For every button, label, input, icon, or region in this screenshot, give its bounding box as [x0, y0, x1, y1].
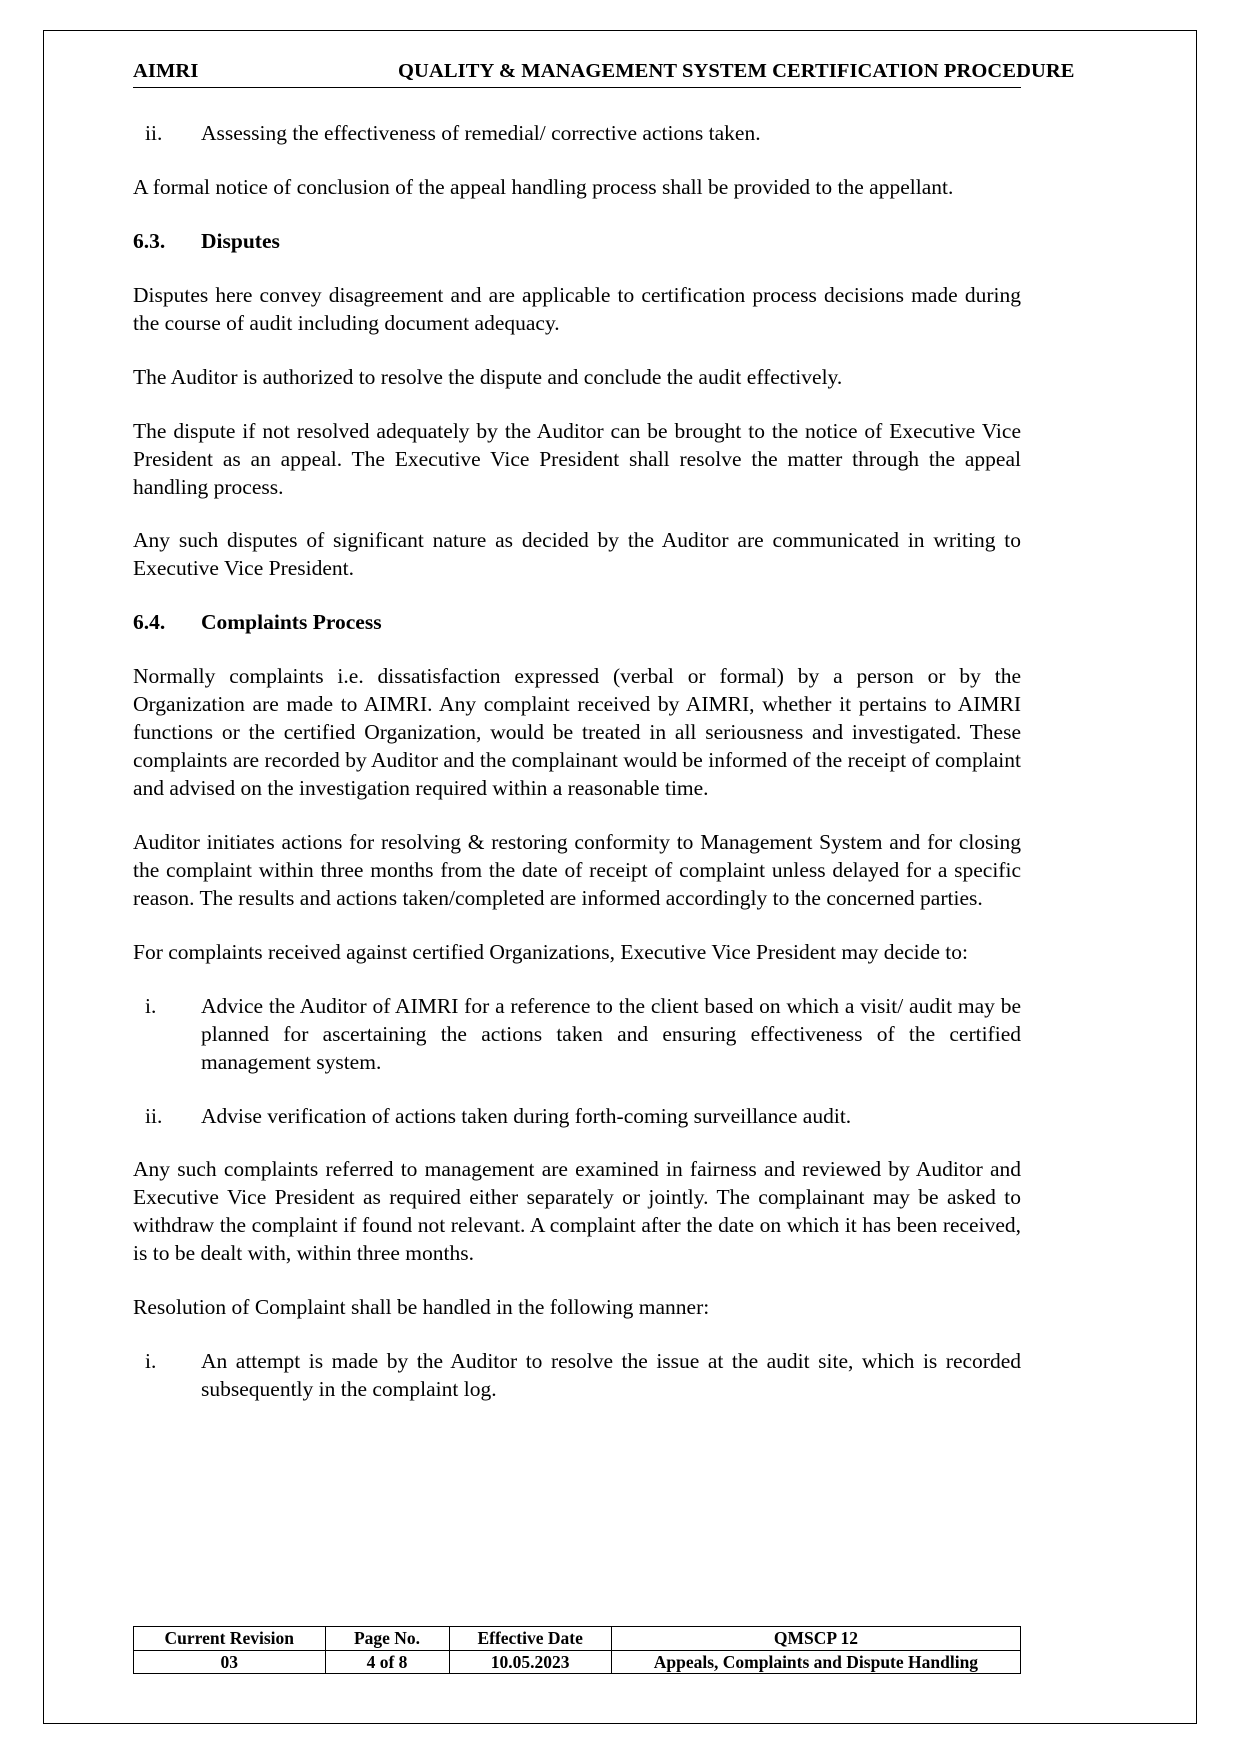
footer-doc-code: QMSCP 12 [611, 1627, 1020, 1651]
table-row [134, 1650, 1021, 1674]
complaints-paragraph-3: For complaints received against certified Organizations, Executive Vice President may decide to: [133, 939, 968, 964]
footer-label-page-no: Page No. [325, 1627, 449, 1651]
appeal-conclusion-paragraph: A formal notice of conclusion of the appeal handling process shall be provided to the appellant. [133, 174, 954, 199]
list-item-text: Assessing the effectiveness of remedial/ corrective actions taken. [201, 121, 761, 145]
list-item-text: An attempt is made by the Auditor to resolve the issue at the audit site, which is recorded subsequently in the complaint log. [201, 1349, 1021, 1402]
list-marker: i. [145, 1349, 157, 1374]
list-item [133, 1103, 1021, 1131]
list-marker: ii. [145, 121, 163, 145]
footer-value-current-revision: 03 [134, 1650, 326, 1674]
complaints-paragraph-5: Resolution of Complaint shall be handled in the following manner: [133, 1295, 710, 1320]
evp-decision-list [133, 993, 1021, 1131]
footer-label-current-revision: Current Revision [134, 1627, 326, 1651]
footer-label-effective-date: Effective Date [449, 1627, 611, 1651]
disputes-paragraph-2: The Auditor is authorized to resolve the dispute and conclude the audit effectively. [133, 364, 843, 389]
organization-name: AIMRI [133, 60, 199, 82]
disputes-paragraph-4: Any such disputes of significant nature as decided by the Auditor are communicated in writing to Executive Vice President. [133, 528, 1021, 581]
list-item [133, 1348, 1021, 1404]
section-number: 6.3. [133, 228, 166, 253]
page-content [133, 60, 1075, 1430]
section-title: Disputes [201, 228, 280, 253]
table-row [134, 1627, 1021, 1651]
list-marker: ii. [145, 1103, 163, 1128]
footer-value-effective-date: 10.05.2023 [449, 1650, 611, 1674]
footer-table [133, 1626, 1021, 1674]
resolution-list [133, 1348, 1021, 1404]
section-heading-6-4 [133, 609, 1021, 637]
complaints-paragraph-1: Normally complaints i.e. dissatisfaction expressed (verbal or formal) by a person or by the Organization are made to AIMRI. Any complaint received by AIMRI, whether it pertains to AIMRI functions or the certified Organization, would be treated in all seriousness and investigated. These complaints are recorded by Auditor and the complainant would be informed of the receipt of complaint and advised on the investigation required within a reasonable time. [133, 664, 1021, 800]
disputes-paragraph-3: The dispute if not resolved adequately by the Auditor can be brought to the notice of Executive Vice President as an appeal. The Executive Vice President shall resolve the matter through the appeal handling process. [133, 418, 1021, 499]
list-item-text: Advice the Auditor of AIMRI for a reference to the client based on which a visit/ audit may be planned for ascertaining the actions taken and ensuring effectiveness of the certified management system. [201, 993, 1021, 1074]
list-marker: i. [145, 993, 157, 1018]
list-item [133, 120, 1021, 148]
document-header [133, 60, 1075, 88]
section-number: 6.4. [133, 610, 166, 635]
list-item-text: Advise verification of actions taken during forth-coming surveillance audit. [201, 1103, 852, 1128]
appeal-effectiveness-list [133, 120, 1021, 148]
footer-value-page-no: 4 of 8 [325, 1650, 449, 1674]
footer-doc-title: Appeals, Complaints and Dispute Handling [611, 1650, 1020, 1674]
disputes-paragraph-1: Disputes here convey disagreement and are applicable to certification process decisions made during the course of audit including document adequacy. [133, 282, 1021, 335]
section-title: Complaints Process [201, 610, 382, 635]
complaints-paragraph-2: Auditor initiates actions for resolving & restoring conformity to Management System and for closing the complaint within three months from the date of receipt of complaint unless delayed for a specific reason. The results and actions taken/completed are informed accordingly to the concerned parties. [133, 829, 1021, 910]
list-item [133, 993, 1021, 1077]
section-heading-6-3 [133, 228, 1021, 256]
document-body [133, 120, 1021, 1404]
complaints-paragraph-4: Any such complaints referred to management are examined in fairness and reviewed by Auditor and Executive Vice President as required either separately or jointly. The complainant may be asked to withdraw the complaint if found not relevant. A complaint after the date on which it has been received, is to be dealt with, within three months. [133, 1157, 1021, 1266]
document-header-title: QUALITY & MANAGEMENT SYSTEM CERTIFICATION PROCEDURE [398, 60, 1075, 82]
